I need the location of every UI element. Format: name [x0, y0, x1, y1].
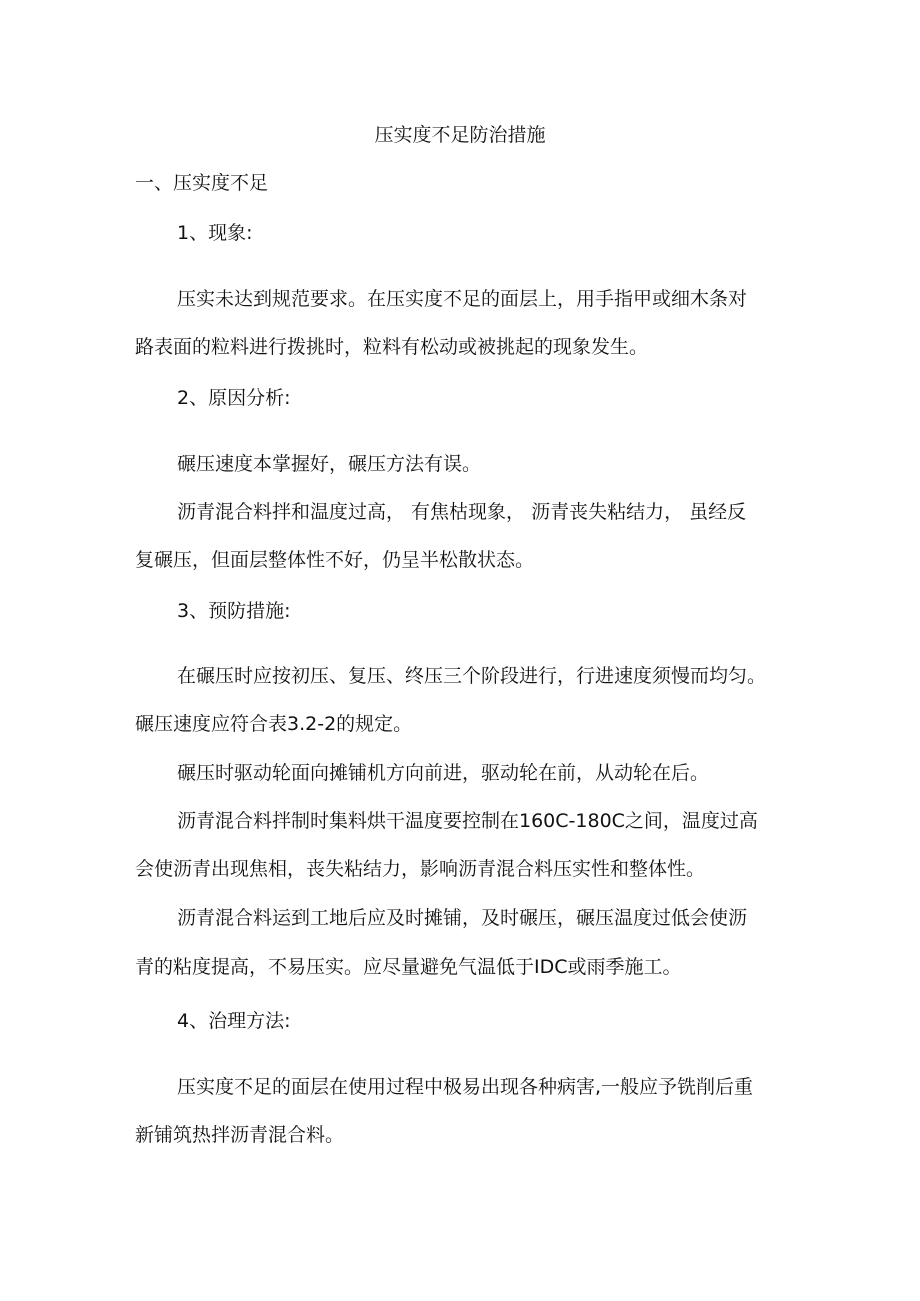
cause-paragraph-line: 沥青混合料拌和温度过高， 有焦枯现象， 沥青丧失粘结力， 虽经反: [177, 501, 747, 523]
prevention-paragraph-line: 青的粘度提高，不易压实。应尽量避免气温低于IDC或雨季施工。: [135, 956, 682, 978]
phenomenon-paragraph-line: 路表面的粒料进行拨挑时，粒料有松动或被挑起的现象发生。: [135, 336, 649, 358]
cause-heading: 2、原因分析:: [177, 387, 291, 409]
prevention-paragraph-line: 会使沥青出现焦相，丧失粘结力，影响沥青混合料压实性和整体性。: [135, 858, 706, 880]
prevention-heading: 3、预防措施:: [177, 600, 291, 622]
section-heading: 一、压实度不足: [135, 172, 269, 194]
cause-paragraph-line: 碾压速度本掌握好，碾压方法有误。: [177, 453, 482, 475]
prevention-paragraph-line: 沥青混合料拌制时集料烘干温度要控制在160C-180C之间，温度过高: [177, 810, 758, 832]
treatment-paragraph-line: 压实度不足的面层在使用过程中极易出现各种病害,一般应予铣削后重: [177, 1076, 754, 1098]
phenomenon-paragraph-line: 压实未达到规范要求。在压实度不足的面层上，用手指甲或细木条对: [177, 288, 748, 310]
cause-paragraph-line: 复碾压，但面层整体性不好，仍呈半松散状态。: [135, 549, 535, 571]
prevention-paragraph-line: 沥青混合料运到工地后应及时摊铺，及时碾压，碾压温度过低会使沥: [177, 907, 748, 929]
treatment-paragraph-line: 新铺筑热拌沥青混合料。: [135, 1124, 345, 1146]
prevention-paragraph-line: 碾压时驱动轮面向摊铺机方向前进，驱动轮在前，从动轮在后。: [177, 762, 710, 784]
document-title: 压实度不足防治措施: [374, 124, 546, 146]
prevention-paragraph-line: 在碾压时应按初压、复压、终压三个阶段进行，行进速度须慢而均匀。: [177, 665, 767, 687]
prevention-paragraph-line: 碾压速度应符合表3.2-2的规定。: [135, 713, 413, 735]
phenomenon-heading: 1、现象:: [177, 222, 253, 244]
treatment-heading: 4、治理方法:: [177, 1010, 291, 1032]
